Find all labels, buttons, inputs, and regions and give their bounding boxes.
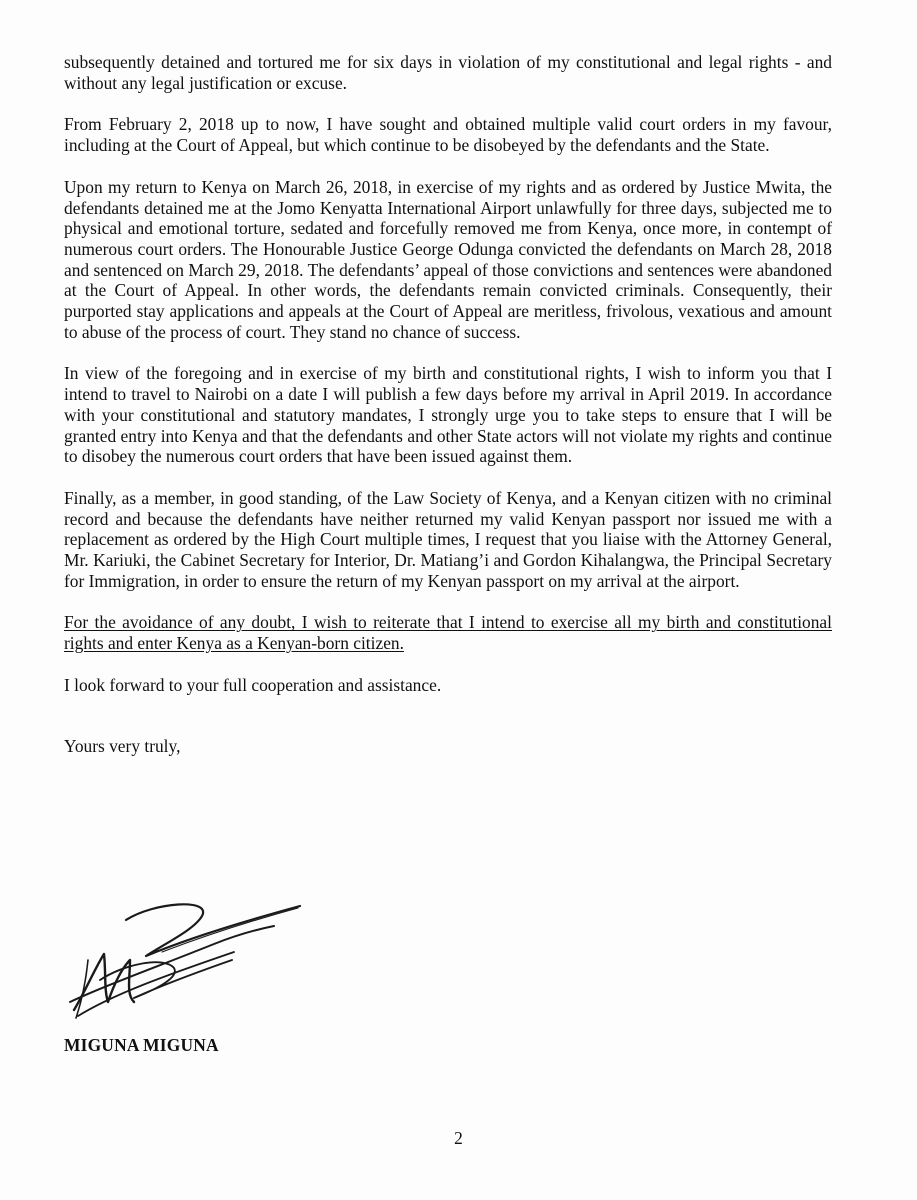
paragraph-passport-request: Finally, as a member, in good standing, of the Law Society of Kenya, and a Kenyan citizen with no criminal record and because the defendants have neither returned my valid Kenyan passport nor issued me with a replacement as ordered by the High Court multiple times, I request that you liaise with the Attorney General, Mr. Kariuki, the Cabinet Secretary for Interior, Dr. Matiang’i and Gordon Kihalangwa, the Principal Secretary for Immigration, in order to ensure the return of my Kenyan passport on my arrival at the airport. [64, 487, 832, 591]
signature-stroke-cross-1 [70, 926, 274, 1002]
paragraph-travel-intent: In view of the foregoing and in exercise of my birth and constitutional rights, I wish to inform you that I intend to travel to Nairobi on a date I will publish a few days before my arrival in April 2019. In accordance with your constitutional and statutory mandates, I strongly urge you to take steps to ensure that I will be granted entry into Kenya and that the defendants and other State actors will not violate my rights and continue to disobey the numerous court orders that have been issued against them. [64, 363, 832, 467]
paragraph-court-orders: From February 2, 2018 up to now, I have sought and obtained multiple valid court orders in my favour, including at the Court of Appeal, but which continue to be disobeyed by the defendants and the State. [64, 114, 832, 156]
paragraph-detention: subsequently detained and tortured me for six days in violation of my constitutional and legal rights - and without any legal justification or excuse. [64, 52, 832, 93]
valediction: Yours very truly, [64, 735, 181, 756]
paragraph-emphasis-underlined: For the avoidance of any doubt, I wish to reiterate that I intend to exercise all my birth and constitutional rights and enter Kenya as a Kenyan-born citizen. [64, 612, 832, 654]
signature-stroke-upper-loop [126, 904, 300, 956]
page-number: 2 [454, 1128, 463, 1148]
signatory-name: MIGUNA MIGUNA [64, 1035, 219, 1055]
paragraph-return-to-kenya: Upon my return to Kenya on March 26, 2018, in exercise of my rights and as ordered by Justice Mwita, the defendants detained me at the Jomo Kenyatta International Airport unlawfully for three days, subjected me to physical and emotional torture, sedated and forcefully removed me from Kenya, once more, in contempt of numerous court orders. The Honourable Justice George Odunga convicted the defendants on March 28, 2018 and sentenced on March 29, 2018. The defendants’ appeal of those convictions and sentences were abandoned at the Court of Appeal. In other words, the defendants remain convicted criminals. Consequently, their purported stay applications and appeals at the Court of Appeal are meritless, frivolous, vexatious and amount to abuse of the process of court. They stand no chance of success. [64, 176, 832, 342]
signature-stroke-long-tail [162, 908, 298, 952]
handwritten-signature [64, 890, 304, 1030]
signature-stroke-inner-loop [100, 960, 232, 998]
letter-body [64, 52, 832, 756]
closing-line: I look forward to your full cooperation and assistance. [64, 674, 442, 695]
